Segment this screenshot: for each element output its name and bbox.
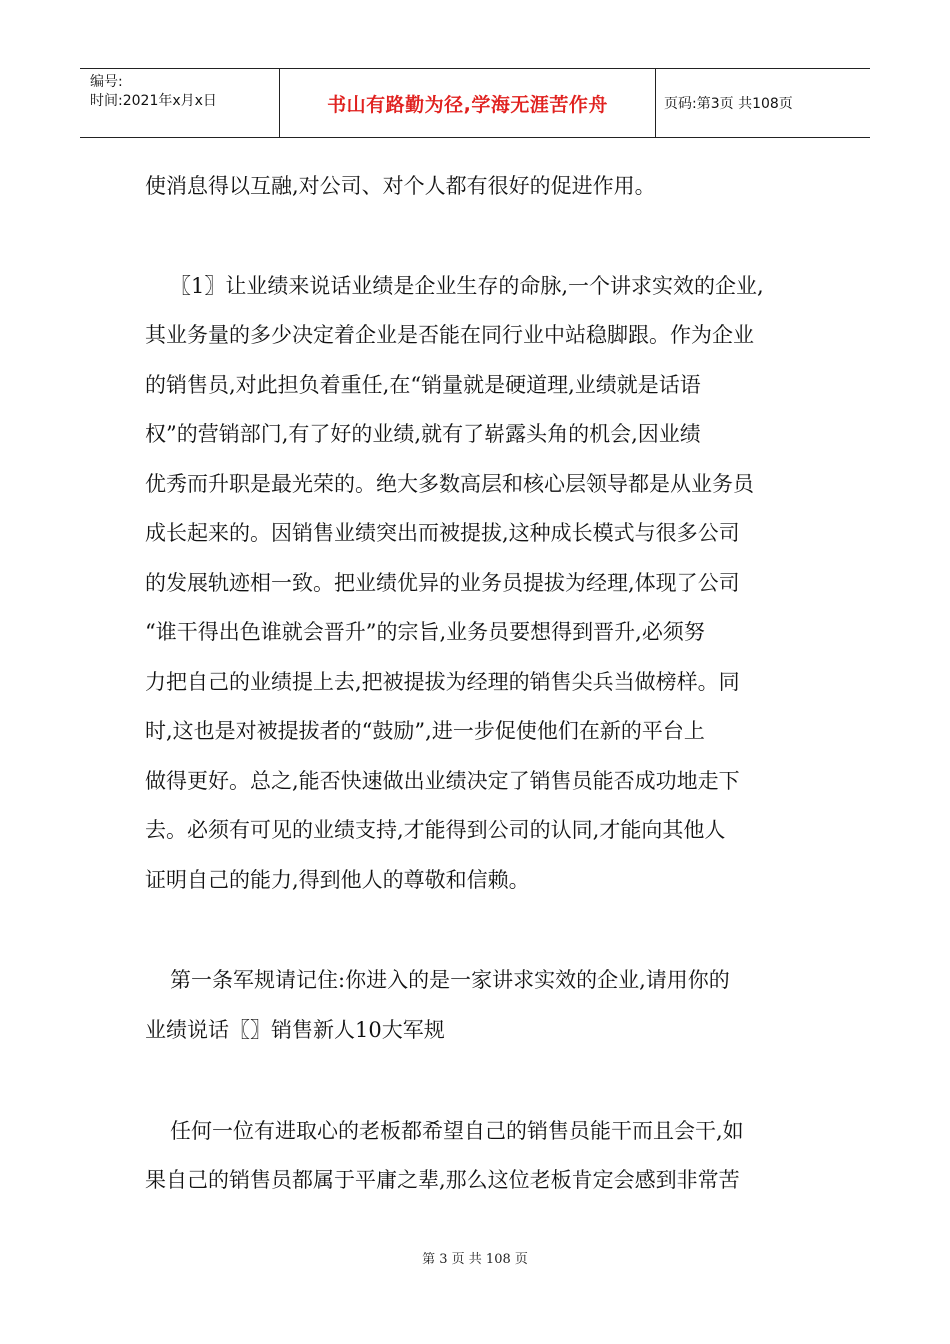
page-footer: 第 3 页 共 108 页 bbox=[422, 1252, 528, 1267]
number-label: 编号: bbox=[90, 74, 123, 90]
body-line: 力把自己的业绩提上去,把被提拔为经理的销售尖兵当做榜样。同 bbox=[145, 670, 740, 694]
body-line: 成长起来的。因销售业绩突出而被提拔,这种成长模式与很多公司 bbox=[145, 521, 740, 545]
body-line: 去。必须有可见的业绩支持,才能得到公司的认同,才能向其他人 bbox=[145, 818, 726, 842]
body-line: 任何一位有进取心的老板都希望自己的销售员能干而且会干,如 bbox=[170, 1119, 744, 1143]
body-line: 时,这也是对被提拔者的“鼓励”,进一步促使他们在新的平台上 bbox=[145, 719, 705, 743]
body-line: 优秀而升职是最光荣的。绝大多数高层和核心层领导都是从业务员 bbox=[145, 472, 754, 496]
body-line: 权”的营销部门,有了好的业绩,就有了崭露头角的机会,因业绩 bbox=[145, 422, 701, 446]
body-line: 的发展轨迹相一致。把业绩优异的业务员提拔为经理,体现了公司 bbox=[145, 571, 740, 595]
body-line: 第一条军规请记住:你进入的是一家讲求实效的企业,请用你的 bbox=[170, 968, 730, 992]
header-motto: 书山有路勤为径,学海无涯苦作舟 bbox=[280, 69, 656, 137]
body-line: 业绩说话〖〗销售新人10大军规 bbox=[145, 1018, 445, 1042]
body-line: 的销售员,对此担负着重任,在“销量就是硬道理,业绩就是话语 bbox=[145, 373, 701, 397]
body-line: 使消息得以互融,对公司、对个人都有很好的促进作用。 bbox=[145, 174, 656, 198]
body-line: 做得更好。总之,能否快速做出业绩决定了销售员能否成功地走下 bbox=[145, 769, 740, 793]
time-label: 时间:2021年x月x日 bbox=[90, 93, 217, 109]
body-line: 果自己的销售员都属于平庸之辈,那么这位老板肯定会感到非常苦 bbox=[145, 1168, 740, 1192]
body-line: “谁干得出色谁就会晋升”的宗旨,业务员要想得到晋升,必须努 bbox=[145, 620, 705, 644]
header-meta bbox=[80, 69, 280, 137]
body-line: 证明自己的能力,得到他人的尊敬和信赖。 bbox=[145, 868, 530, 892]
header-page-info: 页码:第3页 共108页 bbox=[664, 96, 793, 112]
body-line: 〖1〗让业绩来说话业绩是企业生存的命脉,一个讲求实效的企业, bbox=[170, 274, 764, 298]
page-header bbox=[80, 68, 870, 138]
body-line: 其业务量的多少决定着企业是否能在同行业中站稳脚跟。作为企业 bbox=[145, 323, 754, 347]
